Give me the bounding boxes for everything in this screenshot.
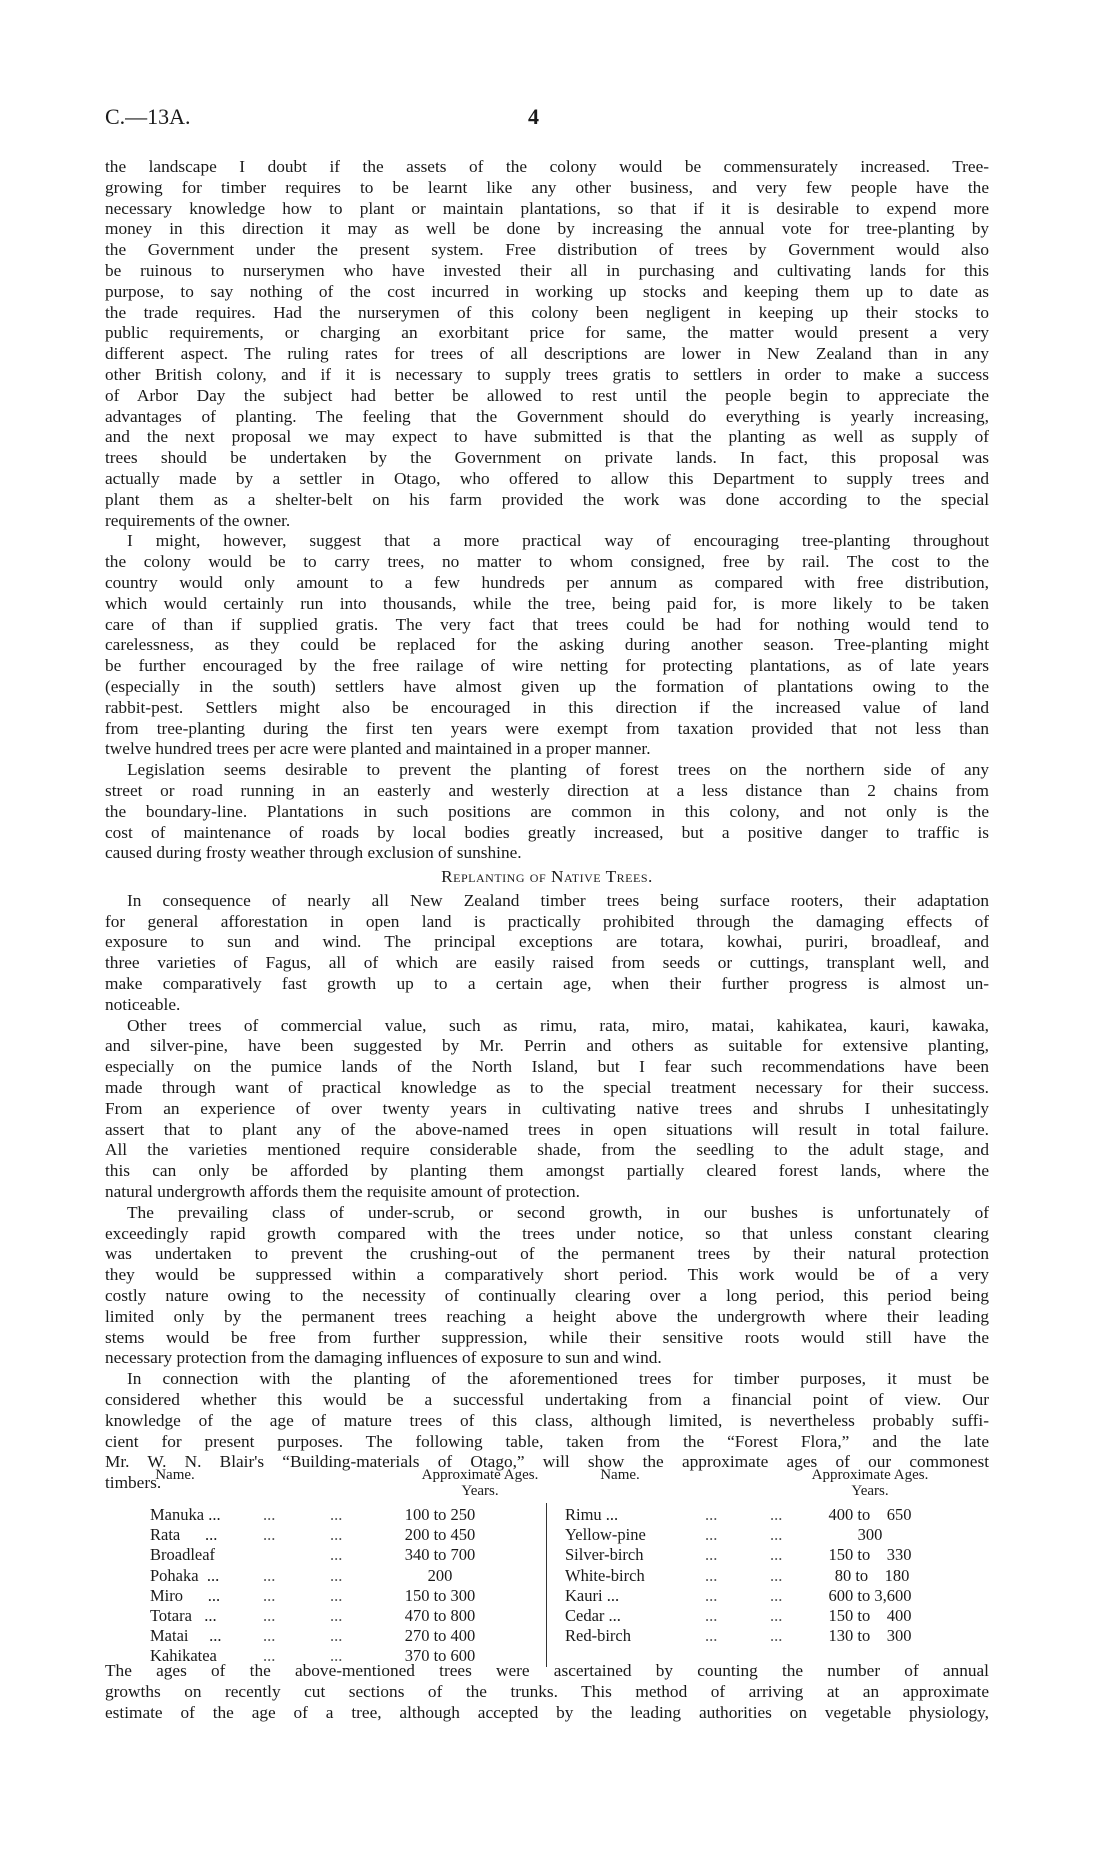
- text-line: requirements of the owner.: [105, 510, 291, 530]
- leader-dots: ...: [263, 1626, 276, 1646]
- approximate-age: 200 to 450: [404, 1525, 476, 1545]
- text-line: actually made by a settler in Otago, who offered to allow this Department to supply trees and: [105, 468, 989, 488]
- text-line: country would only amount to a few hundreds per annum as compared with free distribution,: [105, 572, 989, 592]
- text-line: natural undergrowth affords them the requisite amount of protection.: [105, 1182, 580, 1202]
- text-line: and the next proposal we may expect to have submitted is that the planting as well as supply of: [105, 427, 989, 447]
- paragraph: [105, 760, 989, 864]
- text-line: plant them as a shelter-belt on his farm provided the work was done according to the special: [105, 489, 989, 509]
- text-line: for general afforestation in open land is practically prohibited through the damaging effects of: [105, 911, 989, 931]
- body-text: [105, 157, 989, 1494]
- paragraph: [105, 1203, 989, 1369]
- text-line: be ruinous to nurserymen who have invested their all in purchasing and cultivating lands for this: [105, 260, 989, 280]
- leader-dots: ...: [330, 1505, 343, 1524]
- leader-dots: ...: [705, 1565, 718, 1585]
- text-line: this can only be afforded by planting them amongst partially cleared forest lands, where the: [105, 1161, 989, 1181]
- text-line: and silver-pine, have been suggested by Mr. Perrin and others as suitable for extensive planting,: [105, 1036, 989, 1056]
- text-line: was undertaken to prevent the crushing-out of the permanent trees by their natural protection: [105, 1244, 989, 1264]
- text-line: which would certainly run into thousands, while the tree, being paid for, is more likely to be taken: [105, 593, 989, 613]
- tree-name: Rata ...: [150, 1525, 218, 1545]
- tree-name: Manuka ...: [150, 1505, 221, 1524]
- leader-dots: ...: [705, 1626, 718, 1646]
- text-line: stems would be free from further suppression, while their sensitive roots would still have the: [105, 1327, 989, 1347]
- leader-dots: ...: [705, 1585, 718, 1605]
- text-line: knowledge of the age of mature trees of this class, although limited, is nevertheless probably suffi-: [105, 1410, 989, 1430]
- leader-dots: ...: [330, 1565, 343, 1585]
- leader-dots: ...: [330, 1606, 343, 1625]
- leader-dots: ...: [770, 1545, 783, 1565]
- approximate-age: 150 to 300: [404, 1585, 476, 1605]
- leader-dots: ...: [770, 1626, 783, 1646]
- text-line: three varieties of Fagus, all of which are easily raised from seeds or cuttings, transplant well, and: [105, 953, 989, 973]
- text-line: the colony would be to carry trees, no matter to whom consigned, free by rail. The cost to the: [105, 552, 989, 572]
- text-line: timbers.: [105, 1473, 162, 1493]
- text-line: twelve hundred trees per acre were planted and maintained in a proper manner.: [105, 739, 651, 759]
- text-line: limited only by the permanent trees reaching a height above the undergrowth where their leading: [105, 1306, 989, 1326]
- approximate-age: 400 to 650: [828, 1505, 912, 1524]
- right-name-header: Name.: [600, 1467, 640, 1483]
- text-line: necessary protection from the damaging influences of exposure to sun and wind.: [105, 1348, 662, 1368]
- approximate-age: 100 to 250: [404, 1505, 476, 1524]
- approximate-age: 300: [857, 1525, 883, 1545]
- text-line: From an experience of over twenty years in cultivating native trees and shrubs I unhesitatingly: [105, 1098, 989, 1118]
- text-line: money in this direction it may as well be done by increasing the annual vote for tree-planting by: [105, 219, 989, 239]
- leader-dots: ...: [263, 1585, 276, 1605]
- approximate-age: 150 to 400: [828, 1606, 912, 1625]
- tree-name: Kauri ...: [565, 1585, 620, 1605]
- leader-dots: ...: [705, 1606, 718, 1625]
- left-ages-header: Approximate Ages.: [421, 1467, 539, 1483]
- page-number: 4: [528, 104, 539, 129]
- leader-dots: ...: [770, 1585, 783, 1605]
- tree-name: Matai ...: [150, 1626, 222, 1646]
- text-line: trees should be undertaken by the Government on private lands. In fact, this proposal was: [105, 448, 989, 468]
- tree-name: Silver-birch: [565, 1545, 644, 1565]
- text-line: cost of maintenance of roads by local bodies greatly increased, but a positive danger to traffic is: [105, 822, 989, 842]
- text-line: (especially in the south) settlers have almost given up the formation of plantations owing to the: [105, 676, 989, 696]
- text-line: costly nature owing to the necessity of continually clearing over a long period, this period being: [105, 1286, 989, 1306]
- text-line: All the varieties mentioned require considerable shade, from the seedling to the adult stage, and: [105, 1140, 989, 1160]
- text-line: care of than if supplied gratis. The very fact that trees could be had for nothing would tend to: [105, 614, 989, 634]
- text-line: growths on recently cut sections of the trunks. This method of arriving at an approximate: [105, 1681, 989, 1701]
- section-heading: [105, 867, 989, 888]
- text-line: In consequence of nearly all New Zealand timber trees being surface rooters, their adaptation: [127, 890, 989, 910]
- leader-dots: ...: [263, 1606, 276, 1625]
- right-ages-header: Approximate Ages.: [811, 1467, 929, 1483]
- text-line: different aspect. The ruling rates for trees of all descriptions are lower in New Zealand than in any: [105, 344, 989, 364]
- text-line: noticeable.: [105, 994, 181, 1014]
- approximate-age: 600 to 3,600: [828, 1585, 912, 1605]
- left-name-header: Name.: [155, 1467, 195, 1483]
- text-line: caused during frosty weather through exclusion of sunshine.: [105, 843, 522, 863]
- leader-dots: ...: [330, 1646, 343, 1666]
- leader-dots: ...: [263, 1525, 276, 1545]
- paragraph: [105, 891, 989, 1016]
- left-years-header: Years.: [461, 1483, 499, 1499]
- text-line: public requirements, or charging an exorbitant price for same, the matter would present a very: [105, 323, 989, 343]
- tree-name: Cedar ...: [565, 1606, 621, 1625]
- text-line: Other trees of commercial value, such as rimu, rata, miro, matai, kahikatea, kauri, kawaka,: [127, 1015, 989, 1035]
- text-line: Mr. W. N. Blair's “Building-materials of Otago,” will show the approximate ages of our commonest: [105, 1452, 989, 1472]
- text-line: growing for timber requires to be learnt like any other business, and very few people have the: [105, 177, 989, 197]
- leader-dots: ...: [770, 1606, 783, 1625]
- text-line: In connection with the planting of the aforementioned trees for timber purposes, it must be: [127, 1369, 989, 1389]
- tree-name: Red-birch: [565, 1626, 631, 1646]
- text-line: of Arbor Day the subject had better be allowed to rest until the people begin to appreciate the: [105, 385, 989, 405]
- paragraph: [105, 157, 989, 531]
- text-line: estimate of the age of a tree, although accepted by the leading authorities on vegetable physiology,: [105, 1702, 989, 1722]
- document-code: C.—13A.: [105, 104, 191, 129]
- tree-ages-table: [105, 1467, 989, 1667]
- tree-name: Kahikatea: [150, 1646, 217, 1666]
- text-line: other British colony, and if it is necessary to supply trees gratis to settlers in order to make a success: [105, 364, 989, 384]
- text-line: purpose, to say nothing of the cost incurred in working up stocks and keeping them up to date as: [105, 281, 989, 301]
- text-line: considered whether this would be a successful undertaking from a financial point of view. Our: [105, 1390, 989, 1410]
- text-line: especially on the pumice lands of the North Island, but I fear such recommendations have been: [105, 1057, 989, 1077]
- approximate-age: 270 to 400: [404, 1626, 476, 1646]
- text-line: Legislation seems desirable to prevent the planting of forest trees on the northern side of any: [127, 760, 989, 780]
- text-line: advantages of planting. The feeling that the Government should do everything is yearly increasing,: [105, 406, 989, 426]
- text-line: exposure to sun and wind. The principal exceptions are totara, kowhai, puriri, broadleaf, and: [105, 932, 989, 952]
- tree-name: White-birch: [565, 1565, 645, 1585]
- text-line: make comparatively fast growth up to a certain age, when their further progress is almost un-: [105, 974, 989, 994]
- text-line: street or road running in an easterly and westerly direction at a less distance than 2 chains from: [105, 780, 989, 800]
- leader-dots: ...: [263, 1646, 276, 1666]
- text-line: be further encouraged by the free railage of wire netting for protecting plantations, as of late years: [105, 656, 989, 676]
- leader-dots: ...: [705, 1525, 718, 1545]
- text-line: rabbit-pest. Settlers might also be encouraged in this direction if the increased value of land: [105, 697, 989, 717]
- text-line: necessary knowledge how to plant or maintain plantations, so that if it is desirable to expend more: [105, 198, 989, 218]
- leader-dots: ...: [770, 1565, 783, 1585]
- approximate-age: 370 to 600: [404, 1646, 476, 1666]
- text-line: the Government under the present system. Free distribution of trees by Government would also: [105, 240, 989, 260]
- leader-dots: ...: [770, 1525, 783, 1545]
- leader-dots: ...: [263, 1565, 276, 1585]
- text-line: the trade requires. Had the nurserymen of this colony been negligent in keeping up their stocks to: [105, 302, 989, 322]
- approximate-age: 150 to 330: [828, 1545, 912, 1565]
- approximate-age: 130 to 300: [828, 1626, 912, 1646]
- text-line: I might, however, suggest that a more practical way of encouraging tree-planting throughout: [127, 531, 989, 551]
- tree-name: Yellow-pine: [565, 1525, 646, 1545]
- leader-dots: ...: [330, 1525, 343, 1545]
- text-line: they would be suppressed within a comparatively short period. This work would be of a very: [105, 1265, 989, 1285]
- approximate-age: 340 to 700: [404, 1545, 476, 1565]
- tree-name: Miro ...: [150, 1585, 221, 1605]
- leader-dots: ...: [705, 1545, 718, 1565]
- leader-dots: ...: [330, 1626, 343, 1646]
- paragraph: [105, 531, 989, 760]
- approximate-age: 470 to 800: [404, 1606, 476, 1625]
- text-line: carelessness, as they could be replaced for the asking during another season. Tree-planting might: [105, 635, 989, 655]
- text-line: cient for present purposes. The following table, taken from the “Forest Flora,” and the late: [105, 1431, 989, 1451]
- text-line: from tree-planting during the first ten years were exempt from taxation provided that not less than: [105, 718, 989, 738]
- approximate-age: 200: [427, 1565, 453, 1585]
- tree-name: Broadleaf: [150, 1545, 216, 1565]
- leader-dots: ...: [330, 1585, 343, 1605]
- leader-dots: ...: [705, 1505, 718, 1524]
- heading-text: Replanting of Native Trees.: [441, 867, 653, 887]
- text-line: made through want of practical knowledge as to the special treatment necessary for their success.: [105, 1078, 989, 1098]
- leader-dots: ...: [770, 1505, 783, 1524]
- approximate-age: 80 to 180: [830, 1565, 910, 1585]
- tree-name: Rimu ...: [565, 1505, 619, 1524]
- text-line: The prevailing class of under-scrub, or second growth, in our bushes is unfortunately of: [127, 1202, 989, 1222]
- right-years-header: Years.: [851, 1483, 889, 1499]
- text-line: the landscape I doubt if the assets of the colony would be commensurately increased. Tree-: [105, 157, 989, 176]
- tree-name: Pohaka ...: [150, 1565, 220, 1585]
- text-line: The ages of the above-mentioned trees were ascertained by counting the number of annual: [105, 1661, 989, 1680]
- tree-name: Totara ...: [150, 1606, 217, 1625]
- column-divider: [546, 1503, 547, 1667]
- leader-dots: ...: [263, 1505, 276, 1524]
- leader-dots: ...: [330, 1545, 343, 1565]
- paragraph: [105, 1016, 989, 1203]
- text-line: exceedingly rapid growth compared with the trees under notice, so that unless constant clearing: [105, 1223, 989, 1243]
- text-line: assert that to plant any of the above-named trees in open situations will result in total failure.: [105, 1119, 989, 1139]
- closing-paragraph: [105, 1661, 989, 1723]
- text-line: the boundary-line. Plantations in such positions are common in this colony, and not only is the: [105, 801, 989, 821]
